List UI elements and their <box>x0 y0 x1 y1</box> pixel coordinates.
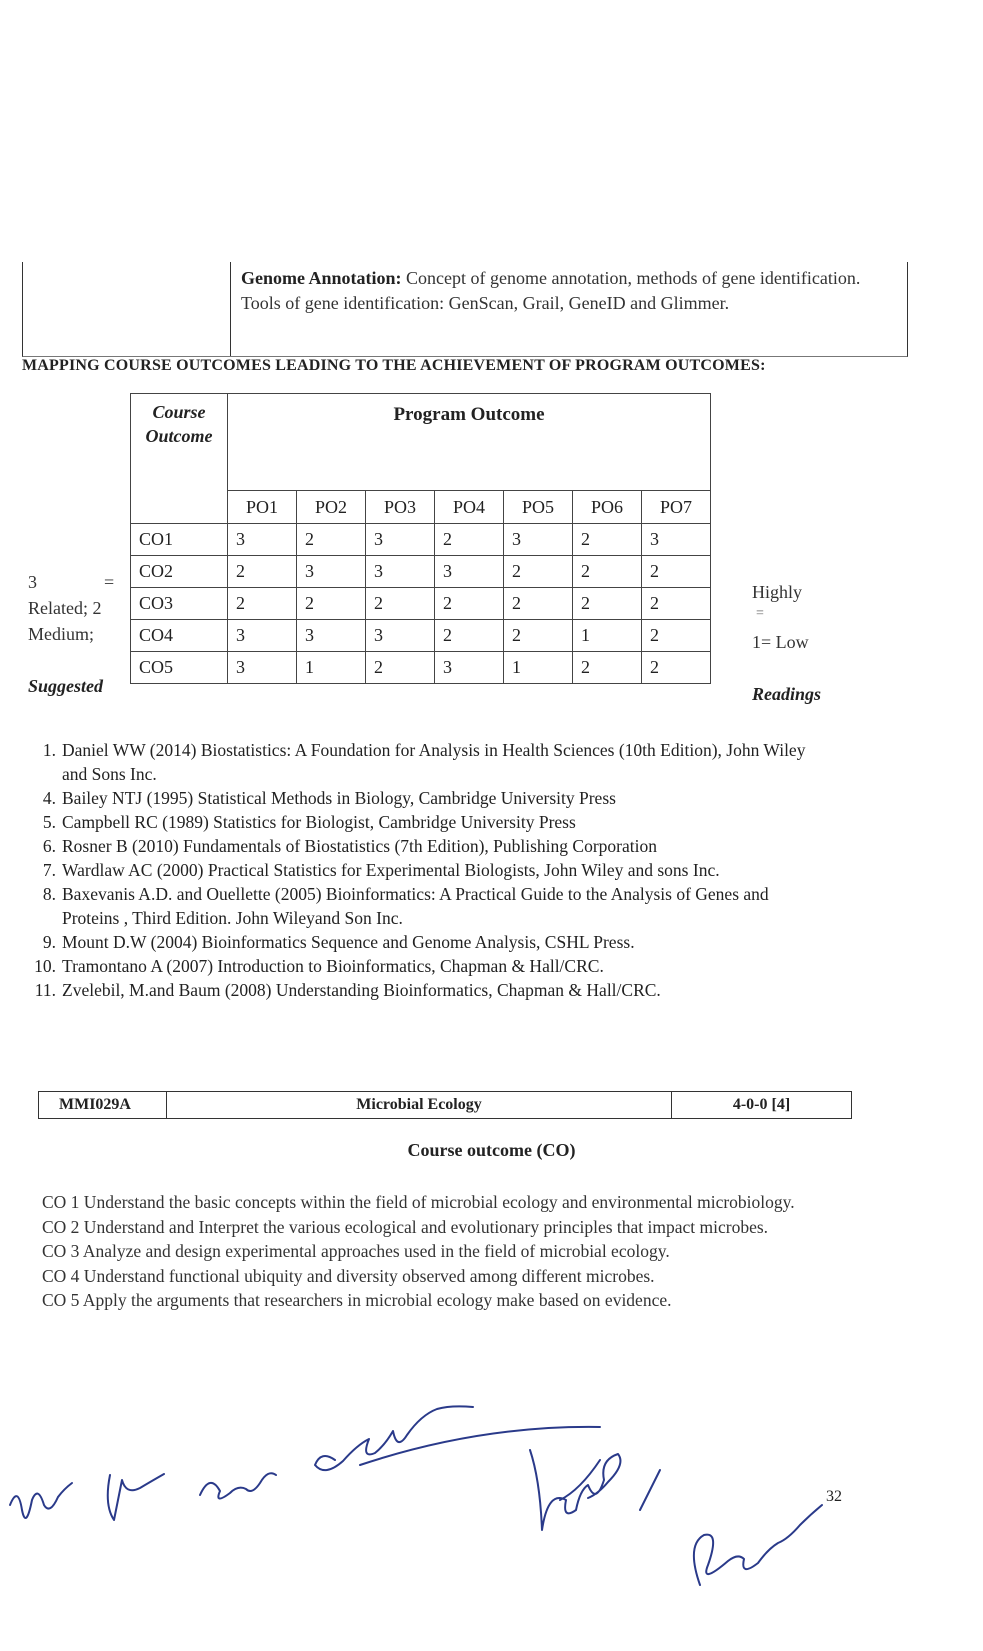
po-header-3: PO3 <box>366 491 435 524</box>
mapping-value: 3 <box>435 556 504 588</box>
co-label: CO4 <box>131 620 228 652</box>
table-body <box>131 524 711 684</box>
signature-4-line <box>360 1427 600 1465</box>
legend-left-3: 3 <box>28 572 37 592</box>
mapping-value: 2 <box>297 524 366 556</box>
table-row <box>131 588 711 620</box>
reading-item <box>30 978 810 1002</box>
table-row <box>131 556 711 588</box>
co-label: CO3 <box>131 588 228 620</box>
mapping-value: 3 <box>435 652 504 684</box>
signature-6 <box>694 1505 822 1585</box>
reading-item <box>30 930 810 954</box>
reading-number: 1. <box>42 740 56 760</box>
reading-item <box>30 810 810 834</box>
co-label: CO1 <box>131 524 228 556</box>
course-code: MMI029A <box>39 1092 167 1118</box>
mapping-value: 2 <box>573 524 642 556</box>
signature-2 <box>108 1474 164 1520</box>
reading-text: Mount D.W (2004) Bioinformatics Sequence and Genome Analysis, CSHL Press. <box>62 932 635 952</box>
mapping-value: 3 <box>297 556 366 588</box>
mapping-value: 2 <box>228 556 297 588</box>
mapping-value: 3 <box>366 524 435 556</box>
legend-right-highly: Highly <box>752 582 803 602</box>
page-number: 32 <box>826 1488 842 1505</box>
mapping-value: 2 <box>504 556 573 588</box>
reading-number: 11. <box>34 980 56 1000</box>
co-header-line1: Course <box>152 402 206 422</box>
mapping-value: 2 <box>642 652 711 684</box>
suggested-label: Suggested <box>28 676 104 696</box>
mapping-value: 2 <box>228 588 297 620</box>
reading-item <box>30 738 810 786</box>
mapping-value: 2 <box>435 524 504 556</box>
course-outcome-item: CO 3 Analyze and design experimental approaches used in the field of microbial ecology. <box>42 1241 670 1261</box>
mapping-value: 2 <box>504 588 573 620</box>
table-row <box>131 652 711 684</box>
po-header-5: PO5 <box>504 491 573 524</box>
reading-number: 8. <box>42 884 56 904</box>
genome-annotation-heading: Genome Annotation: <box>241 268 402 288</box>
reading-number: 9. <box>42 932 56 952</box>
mapping-value: 2 <box>642 620 711 652</box>
mapping-value: 2 <box>366 588 435 620</box>
co-po-mapping-table <box>130 393 711 684</box>
mapping-value: 3 <box>228 620 297 652</box>
mapping-value: 3 <box>297 620 366 652</box>
reading-text: Rosner B (2010) Fundamentals of Biostatistics (7th Edition), Publishing Corporation <box>62 836 657 856</box>
mapping-value: 1 <box>297 652 366 684</box>
po-header-4: PO4 <box>435 491 504 524</box>
mapping-value: 3 <box>504 524 573 556</box>
po-header-7: PO7 <box>642 491 711 524</box>
mapping-value: 2 <box>642 556 711 588</box>
reading-item <box>30 786 810 810</box>
mapping-value: 2 <box>435 588 504 620</box>
genome-annotation-body: Concept of genome annotation, methods of gene identification. Tools of gene identification: GenScan, Grail, GeneID and Glimmer. <box>241 268 861 313</box>
signature-1 <box>10 1483 72 1518</box>
reading-number: 5. <box>42 812 56 832</box>
readings-label: Readings <box>752 684 822 704</box>
co-header-line2: Outcome <box>145 426 213 446</box>
mapping-value: 3 <box>642 524 711 556</box>
mapping-value: 2 <box>573 652 642 684</box>
course-outcome-heading: Course outcome (CO) <box>407 1140 576 1160</box>
reading-text: Daniel WW (2014) Biostatistics: A Foundation for Analysis in Health Sciences (10th Edition), John Wiley and Sons Inc. <box>62 740 806 784</box>
legend-right-eq: = <box>756 606 764 621</box>
legend-right-low: 1= Low <box>752 632 809 652</box>
po-header-1: PO1 <box>228 491 297 524</box>
mapping-value: 2 <box>297 588 366 620</box>
reading-number: 4. <box>42 788 56 808</box>
mapping-value: 3 <box>228 524 297 556</box>
course-credits: 4-0-0 [4] <box>732 1096 791 1113</box>
course-outcome-item: CO 2 Understand and Interpret the various ecological and evolutionary principles that impact microbes. <box>42 1216 769 1237</box>
genome-annotation-text <box>241 266 881 316</box>
reading-item <box>30 954 810 978</box>
legend-left-related: Related; 2 <box>28 598 102 618</box>
mapping-value: 1 <box>504 652 573 684</box>
mapping-value: 2 <box>504 620 573 652</box>
reading-item <box>30 834 810 858</box>
program-outcome-header: Program Outcome <box>228 394 711 491</box>
signature-4 <box>315 1406 473 1470</box>
course-outcome-item: CO 5 Apply the arguments that researchers in microbial ecology make based on evidence. <box>42 1290 672 1310</box>
mapping-value: 3 <box>366 620 435 652</box>
mapping-value: 3 <box>228 652 297 684</box>
reading-text: Wardlaw AC (2000) Practical Statistics for Experimental Biologists, John Wiley and sons Inc. <box>62 860 720 880</box>
box-divider <box>230 262 231 356</box>
table-row <box>131 620 711 652</box>
table-row <box>131 524 711 556</box>
mapping-value: 3 <box>366 556 435 588</box>
reading-text: Bailey NTJ (1995) Statistical Methods in Biology, Cambridge University Press <box>62 788 616 808</box>
course-outcome-item: CO 1 Understand the basic concepts within the field of microbial ecology and environmental microbiology. <box>42 1192 795 1212</box>
co-label: CO5 <box>131 652 228 684</box>
signature-3 <box>200 1473 276 1498</box>
reading-item <box>30 882 810 930</box>
reading-text: Tramontano A (2007) Introduction to Bioinformatics, Chapman & Hall/CRC. <box>62 956 604 976</box>
legend-left-medium: Medium; <box>28 624 94 644</box>
reading-text: Baxevanis A.D. and Ouellette (2005) Bioinformatics: A Practical Guide to the Analysis of Genes and Proteins , Third Edition. John Wileyand Son Inc. <box>62 884 769 928</box>
mapping-heading: MAPPING COURSE OUTCOMES LEADING TO THE ACHIEVEMENT OF PROGRAM OUTCOMES: <box>22 357 766 374</box>
reading-number: 6. <box>42 836 56 856</box>
po-header-2: PO2 <box>297 491 366 524</box>
reading-item <box>30 858 810 882</box>
reading-text: Zvelebil, M.and Baum (2008) Understanding Bioinformatics, Chapman & Hall/CRC. <box>62 980 661 1000</box>
signature-5-tick <box>560 1460 660 1510</box>
course-outcome-item: CO 4 Understand functional ubiquity and diversity observed among different microbes. <box>42 1265 655 1286</box>
course-outcomes-list <box>42 1190 852 1313</box>
po-header-6: PO6 <box>573 491 642 524</box>
genome-annotation-box <box>22 262 908 357</box>
mapping-value: 2 <box>573 588 642 620</box>
signatures <box>0 1380 983 1651</box>
co-label: CO2 <box>131 556 228 588</box>
mapping-value: 1 <box>573 620 642 652</box>
course-outcome-header <box>131 394 228 524</box>
table-header-row <box>131 394 711 491</box>
course-title: Microbial Ecology <box>167 1092 672 1118</box>
mapping-value: 2 <box>435 620 504 652</box>
mapping-value: 2 <box>366 652 435 684</box>
reading-number: 7. <box>42 860 56 880</box>
mapping-value: 2 <box>573 556 642 588</box>
course-title-bar <box>38 1091 852 1119</box>
reading-text: Campbell RC (1989) Statistics for Biologist, Cambridge University Press <box>62 812 576 832</box>
reading-number: 10. <box>34 956 56 976</box>
readings-list <box>30 738 810 1002</box>
legend-left-eq: = <box>104 572 115 592</box>
mapping-value: 2 <box>642 588 711 620</box>
